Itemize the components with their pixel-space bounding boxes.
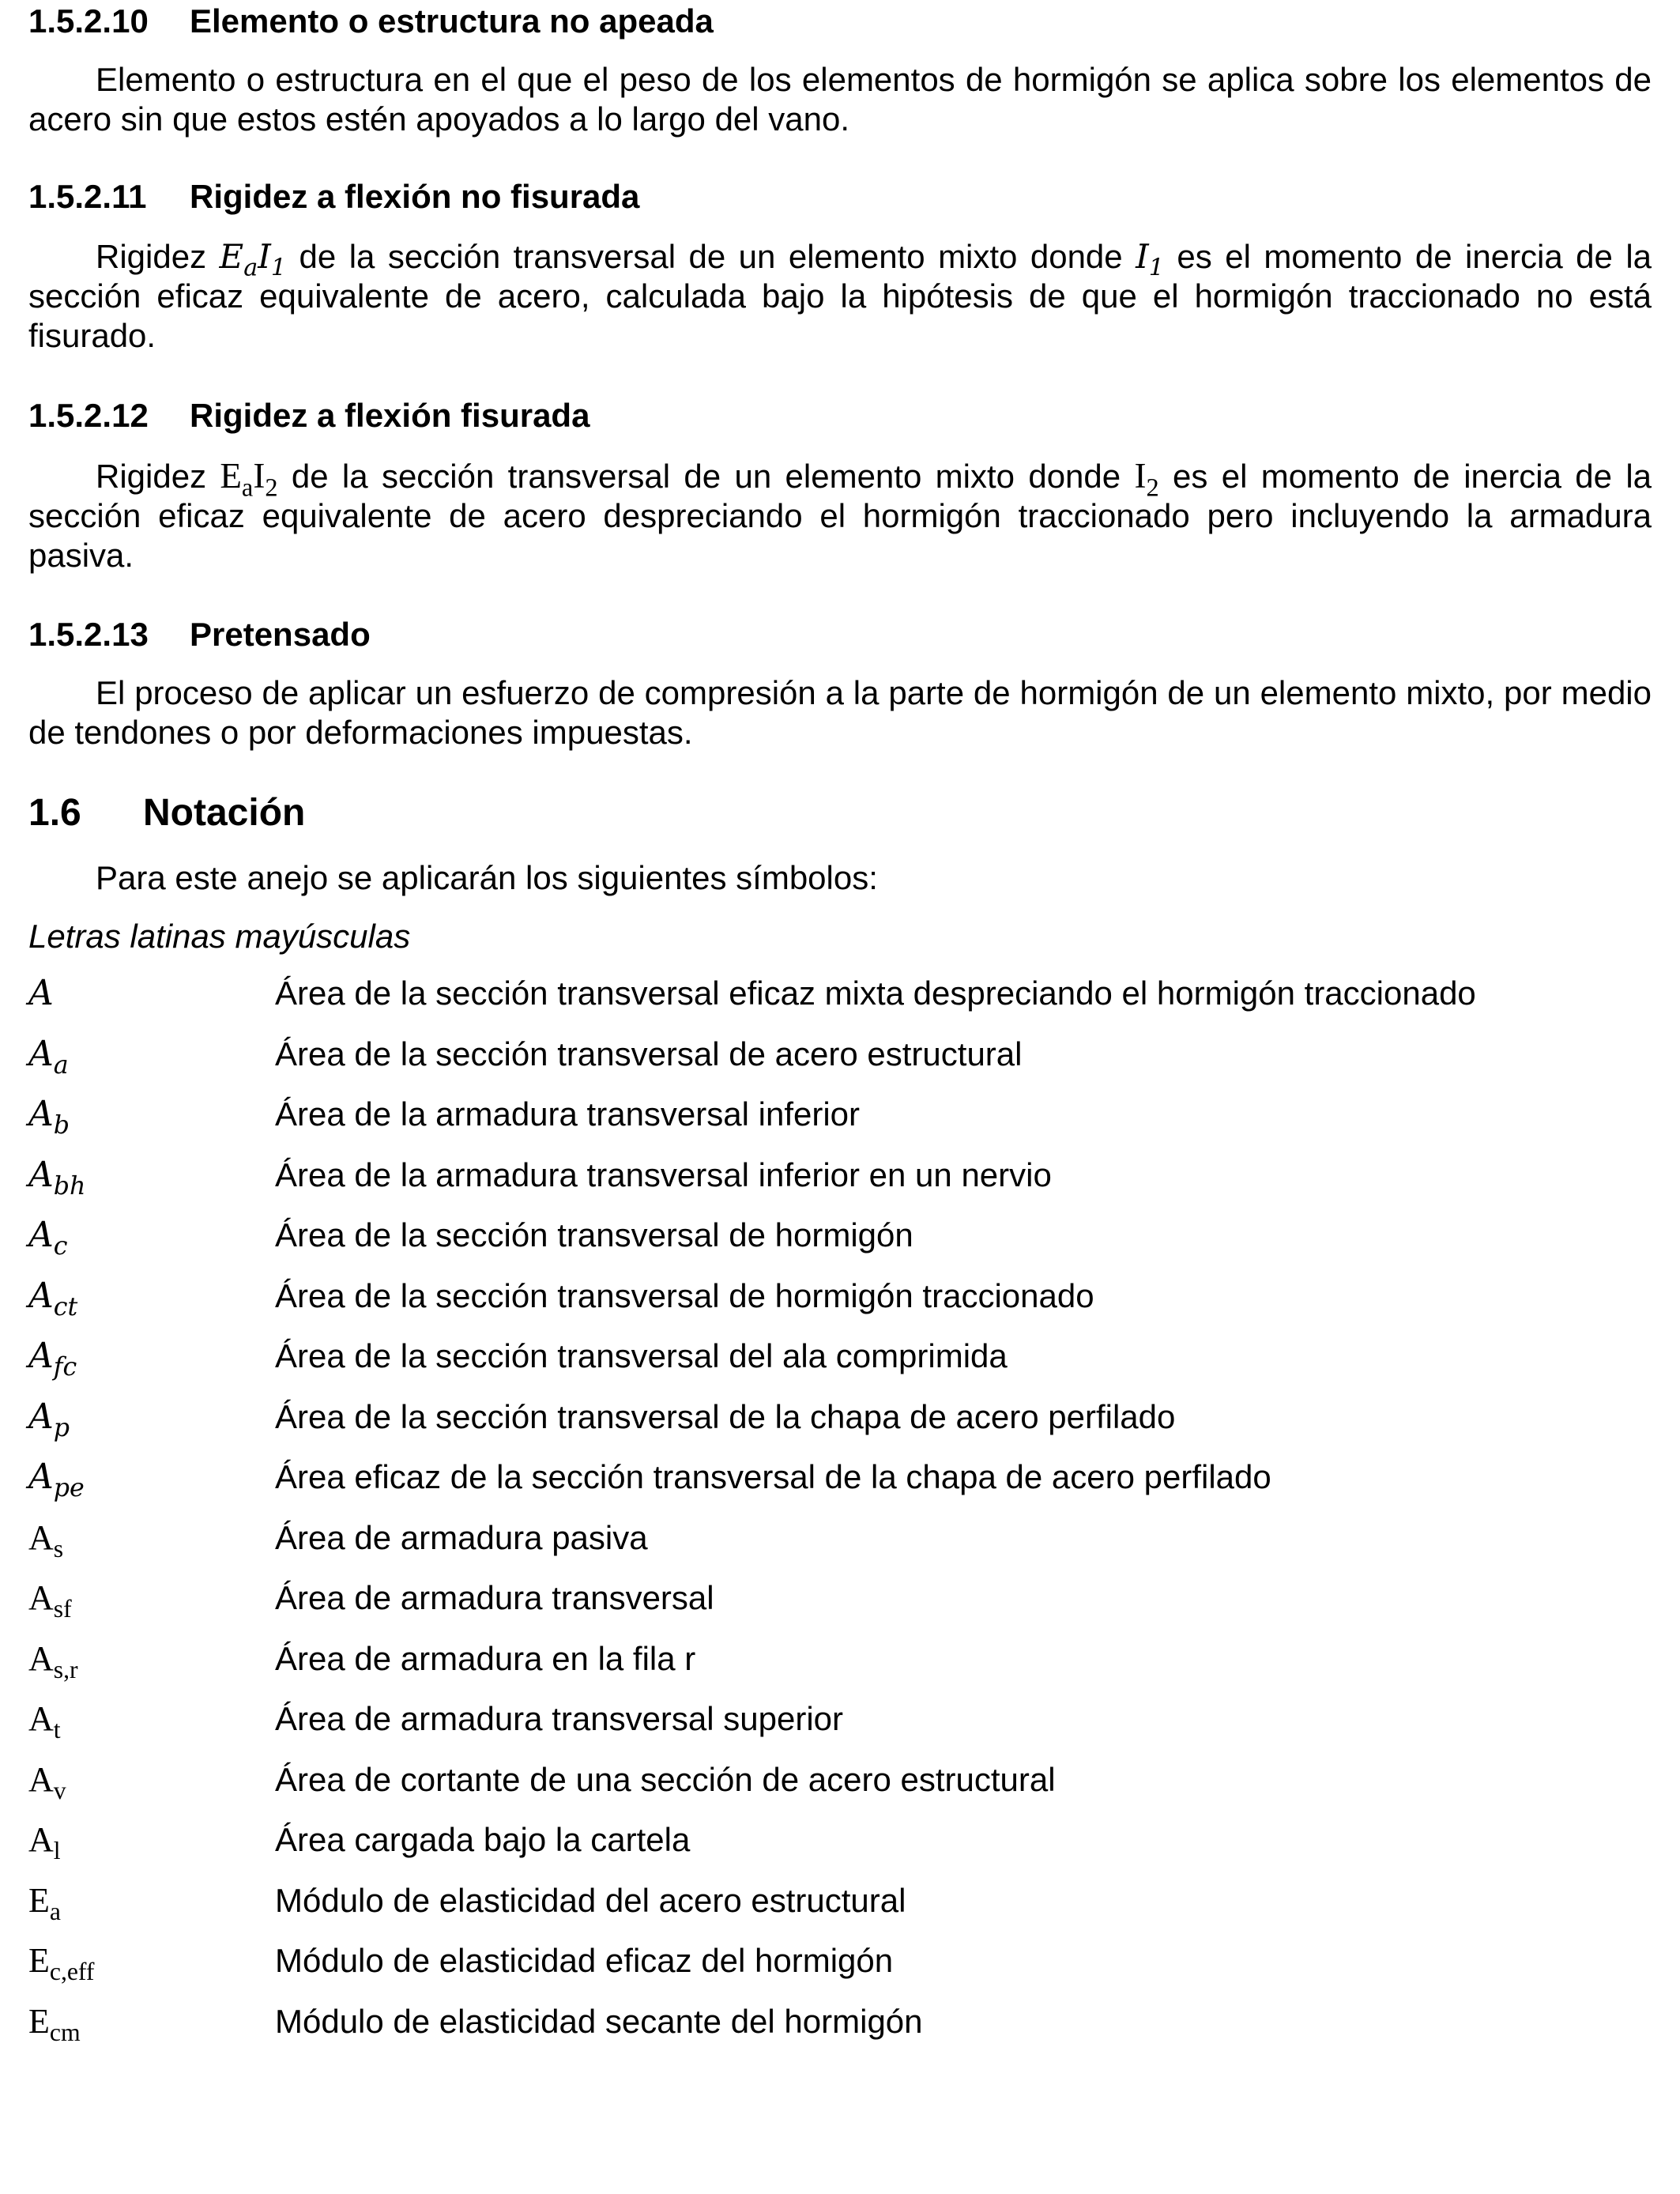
notation-number: 1.6	[28, 792, 81, 834]
section-heading-1-5-2-11	[28, 177, 639, 217]
symbol-description: Área de armadura pasiva	[275, 1518, 648, 1556]
symbol-notation: $E_a$	[28, 1880, 61, 1925]
section-heading-1-5-2-12	[28, 396, 590, 435]
paragraph-text: de la sección transversal de un elemento mixto donde	[291, 458, 1121, 495]
symbol-row	[0, 1276, 1680, 1337]
symbol-description: Área cargada bajo la cartela	[275, 1821, 691, 1858]
symbol-row	[0, 1578, 1680, 1639]
symbol-description: Área de la sección transversal de hormigón traccionado	[275, 1276, 1094, 1314]
symbol-description: Área de la armadura transversal inferior en un nervio	[275, 1155, 1052, 1193]
notation-title: Notación	[143, 792, 306, 834]
symbol-notation: $A_b$	[28, 1094, 70, 1140]
symbol-notation: $A_{bh}$	[28, 1154, 86, 1201]
section-title: Rigidez a flexión no fisurada	[190, 178, 640, 215]
math-symbol-ea: $E_aI_2$	[220, 456, 278, 503]
section-heading-1-5-2-10	[28, 2, 714, 41]
symbol-description: Área eficaz de la sección transversal de la chapa de acero perfilado	[275, 1458, 1271, 1495]
section-paragraph-1-5-2-13	[28, 673, 1652, 752]
section-paragraph-1-5-2-12	[28, 456, 1652, 575]
section-title: Elemento o estructura no apeada	[190, 2, 714, 40]
symbol-notation: $E_{cm}$	[28, 2001, 81, 2046]
math-symbol-i2: $I_2$	[1134, 456, 1159, 503]
symbol-description: Área de armadura transversal superior	[275, 1700, 844, 1737]
symbol-notation: $A_c$	[28, 1215, 68, 1261]
symbol-description: Área de la sección transversal del ala comprimida	[275, 1337, 1008, 1374]
symbol-notation: $A_{fc}$	[28, 1336, 77, 1382]
symbol-row	[0, 974, 1680, 1035]
symbol-description: Área de armadura en la fila r	[275, 1639, 696, 1677]
section-number: 1.5.2.13	[28, 616, 149, 653]
section-heading-1-5-2-13	[28, 615, 371, 654]
symbol-description: Módulo de elasticidad secante del hormigón	[275, 2002, 923, 2040]
symbol-notation: $A_{s,r}$	[28, 1638, 78, 1683]
section-paragraph-1-5-2-10	[28, 60, 1652, 139]
section-number: 1.5.2.11	[28, 178, 147, 215]
symbol-row	[0, 1216, 1680, 1276]
symbol-notation: $A_{ct}$	[28, 1275, 78, 1321]
symbol-row	[0, 1699, 1680, 1760]
paragraph-text: Elemento o estructura en el que el peso de los elementos de hormigón se aplica sobre los elementos de acero sin que estos estén apoyados a lo largo del vano.	[28, 61, 1652, 138]
paragraph-text: es el momento de inercia de la sección eficaz equivalente de acero despreciando el hormigón traccionado pero incluyendo la armadura pasiva.	[28, 458, 1652, 574]
symbol-category-label: Letras latinas mayúsculas	[28, 918, 411, 955]
paragraph-text: de la sección transversal de un elemento mixto donde	[299, 238, 1123, 275]
symbol-description: Módulo de elasticidad del acero estructural	[275, 1881, 906, 1919]
symbol-notation: A	[28, 973, 54, 1013]
symbol-description: Área de cortante de una sección de acero estructural	[275, 1760, 1056, 1798]
symbol-row	[0, 1518, 1680, 1579]
symbol-row	[0, 1336, 1680, 1397]
section-title: Pretensado	[190, 616, 371, 653]
paragraph-text: Rigidez	[96, 238, 207, 275]
symbol-row	[0, 1035, 1680, 1095]
symbol-row	[0, 2002, 1680, 2063]
symbol-row	[0, 1639, 1680, 1700]
symbol-row	[0, 1760, 1680, 1821]
symbol-row	[0, 1155, 1680, 1216]
notation-intro: Para este anejo se aplicarán los siguientes símbolos:	[96, 859, 878, 896]
symbol-row	[0, 1397, 1680, 1458]
section-title: Rigidez a flexión fisurada	[190, 397, 590, 434]
symbol-description: Área de la sección transversal de acero estructural	[275, 1035, 1023, 1072]
symbol-description: Área de la armadura transversal inferior	[275, 1095, 861, 1133]
symbol-description: Área de la sección transversal eficaz mixta despreciando el hormigón traccionado	[275, 974, 1476, 1012]
symbol-description: Área de la sección transversal de hormigón	[275, 1216, 913, 1253]
symbol-notation: $A_{pe}$	[28, 1457, 85, 1503]
symbol-description: Área de armadura transversal	[275, 1579, 714, 1616]
symbol-list	[0, 974, 1680, 2062]
symbol-notation: $E_{c,eff}$	[28, 1941, 95, 1986]
section-paragraph-1-5-2-11	[28, 237, 1652, 356]
symbol-notation: $A_l$	[28, 1820, 61, 1865]
math-symbol-ea: $E_aI_1$	[219, 237, 287, 282]
symbol-notation: $A_{sf}$	[28, 1578, 72, 1623]
symbol-description: Módulo de elasticidad eficaz del hormigón	[275, 1942, 894, 1979]
notation-heading	[28, 790, 305, 836]
symbol-notation: $A_p$	[28, 1396, 70, 1442]
symbol-row	[0, 1457, 1680, 1518]
paragraph-text: El proceso de aplicar un esfuerzo de compresión a la parte de hormigón de un elemento mixto, por medio de tendones o por deformaciones impuestas.	[28, 674, 1652, 751]
symbol-row	[0, 1881, 1680, 1942]
paragraph-text: Rigidez	[96, 458, 207, 495]
symbol-row	[0, 1820, 1680, 1881]
symbol-row	[0, 1095, 1680, 1155]
paragraph-text: es el momento de inercia de la sección eficaz equivalente de acero, calculada bajo la hipótesis de que el hormigón traccionado no está fisurado.	[28, 238, 1652, 354]
section-number: 1.5.2.12	[28, 397, 149, 434]
symbol-notation: $A_t$	[28, 1699, 61, 1744]
symbol-notation: $A_a$	[28, 1033, 69, 1080]
section-number: 1.5.2.10	[28, 2, 149, 40]
symbol-notation: $A_s$	[28, 1517, 64, 1563]
symbol-row	[0, 1941, 1680, 2002]
symbol-description: Área de la sección transversal de la chapa de acero perfilado	[275, 1397, 1176, 1435]
math-symbol-i1: $I_1$	[1136, 237, 1164, 282]
symbol-notation: $A_v$	[28, 1759, 66, 1804]
